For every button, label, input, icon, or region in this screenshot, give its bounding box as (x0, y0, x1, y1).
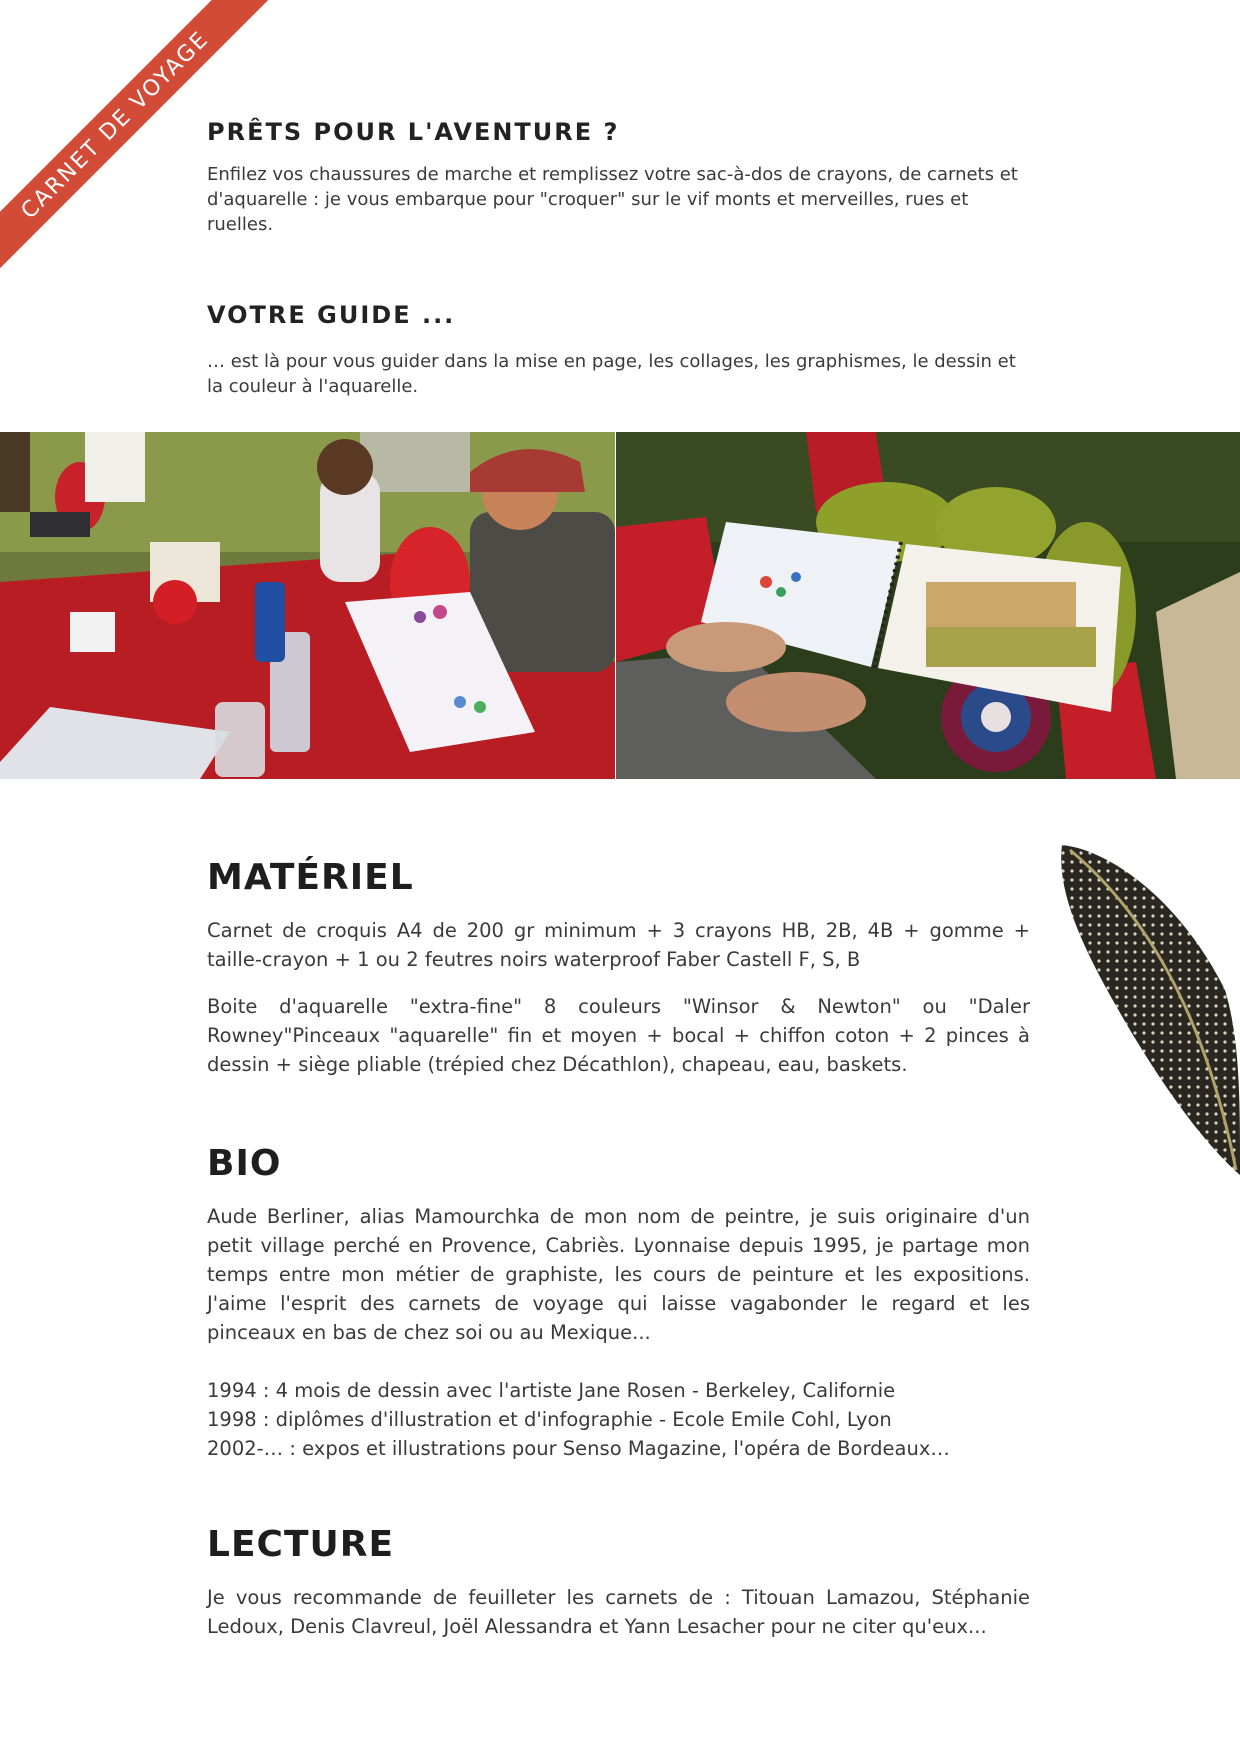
lecture-title: LECTURE (207, 1524, 395, 1565)
guide-section (207, 301, 1030, 399)
materiel-title: MATÉRIEL (207, 857, 414, 898)
sketchbook-photo (616, 432, 1240, 779)
materiel-text-2: Boite d'aquarelle "extra-fine" 8 couleurs "Winsor & Newton" ou "Daler Rowney"Pinceaux "aquarelle" fin et moyen + bocal + chiffon coton + 2 pinces à dessin + siège pliable (trépied chez Décathlon), chapeau, eau, baskets. (207, 995, 1030, 1076)
workshop-photo (0, 432, 615, 779)
timeline-item: 1994 : 4 mois de dessin avec l'artiste Jane Rosen - Berkeley, Californie (207, 1379, 896, 1402)
materiel-text-1: Carnet de croquis A4 de 200 gr minimum + 3 crayons HB, 2B, 4B + gomme + taille-crayon + 1 ou 2 feutres noirs waterproof Faber Castell F, S, B (207, 919, 1030, 971)
lecture-section (207, 1524, 1030, 1641)
intro-section (207, 118, 1030, 237)
feather-illustration (1050, 840, 1240, 1180)
guide-text: … est là pour vous guider dans la mise en page, les collages, les graphismes, le dessin et la couleur à l'aquarelle. (207, 351, 1016, 397)
bio-timeline (207, 1376, 1030, 1463)
timeline-item: 1998 : diplômes d'illustration et d'infographie - Ecole Emile Cohl, Lyon (207, 1408, 892, 1431)
bio-section (207, 1143, 1030, 1463)
materiel-section (207, 857, 1030, 1079)
bio-title: BIO (207, 1143, 282, 1184)
ribbon-label: CARNET DE VOYAGE (16, 26, 214, 224)
timeline-item: 2002-… : expos et illustrations pour Senso Magazine, l'opéra de Bordeaux… (207, 1437, 950, 1460)
intro-text: Enfilez vos chaussures de marche et remplissez votre sac-à-dos de crayons, de carnets et d'aquarelle : je vous embarque pour "croquer" sur le vif monts et merveilles, rues et ruelles. (207, 164, 1018, 235)
guide-title: VOTRE GUIDE ... (207, 301, 456, 329)
bio-text: Aude Berliner, alias Mamourchka de mon nom de peintre, je suis originaire d'un petit village perché en Provence, Cabriès. Lyonnaise depuis 1995, je partage mon temps entre mon métier de graphiste, les cours de peinture et les expositions. J'aime l'esprit des carnets de voyage qui laisse vagabonder le regard et les pinceaux en bas de chez soi ou au Mexique... (207, 1205, 1030, 1344)
lecture-text: Je vous recommande de feuilleter les carnets de : Titouan Lamazou, Stéphanie Ledoux, Denis Clavreul, Joël Alessandra et Yann Lesacher pour ne citer qu'eux... (207, 1586, 1030, 1638)
intro-title: PRÊTS POUR L'AVENTURE ? (207, 118, 620, 146)
